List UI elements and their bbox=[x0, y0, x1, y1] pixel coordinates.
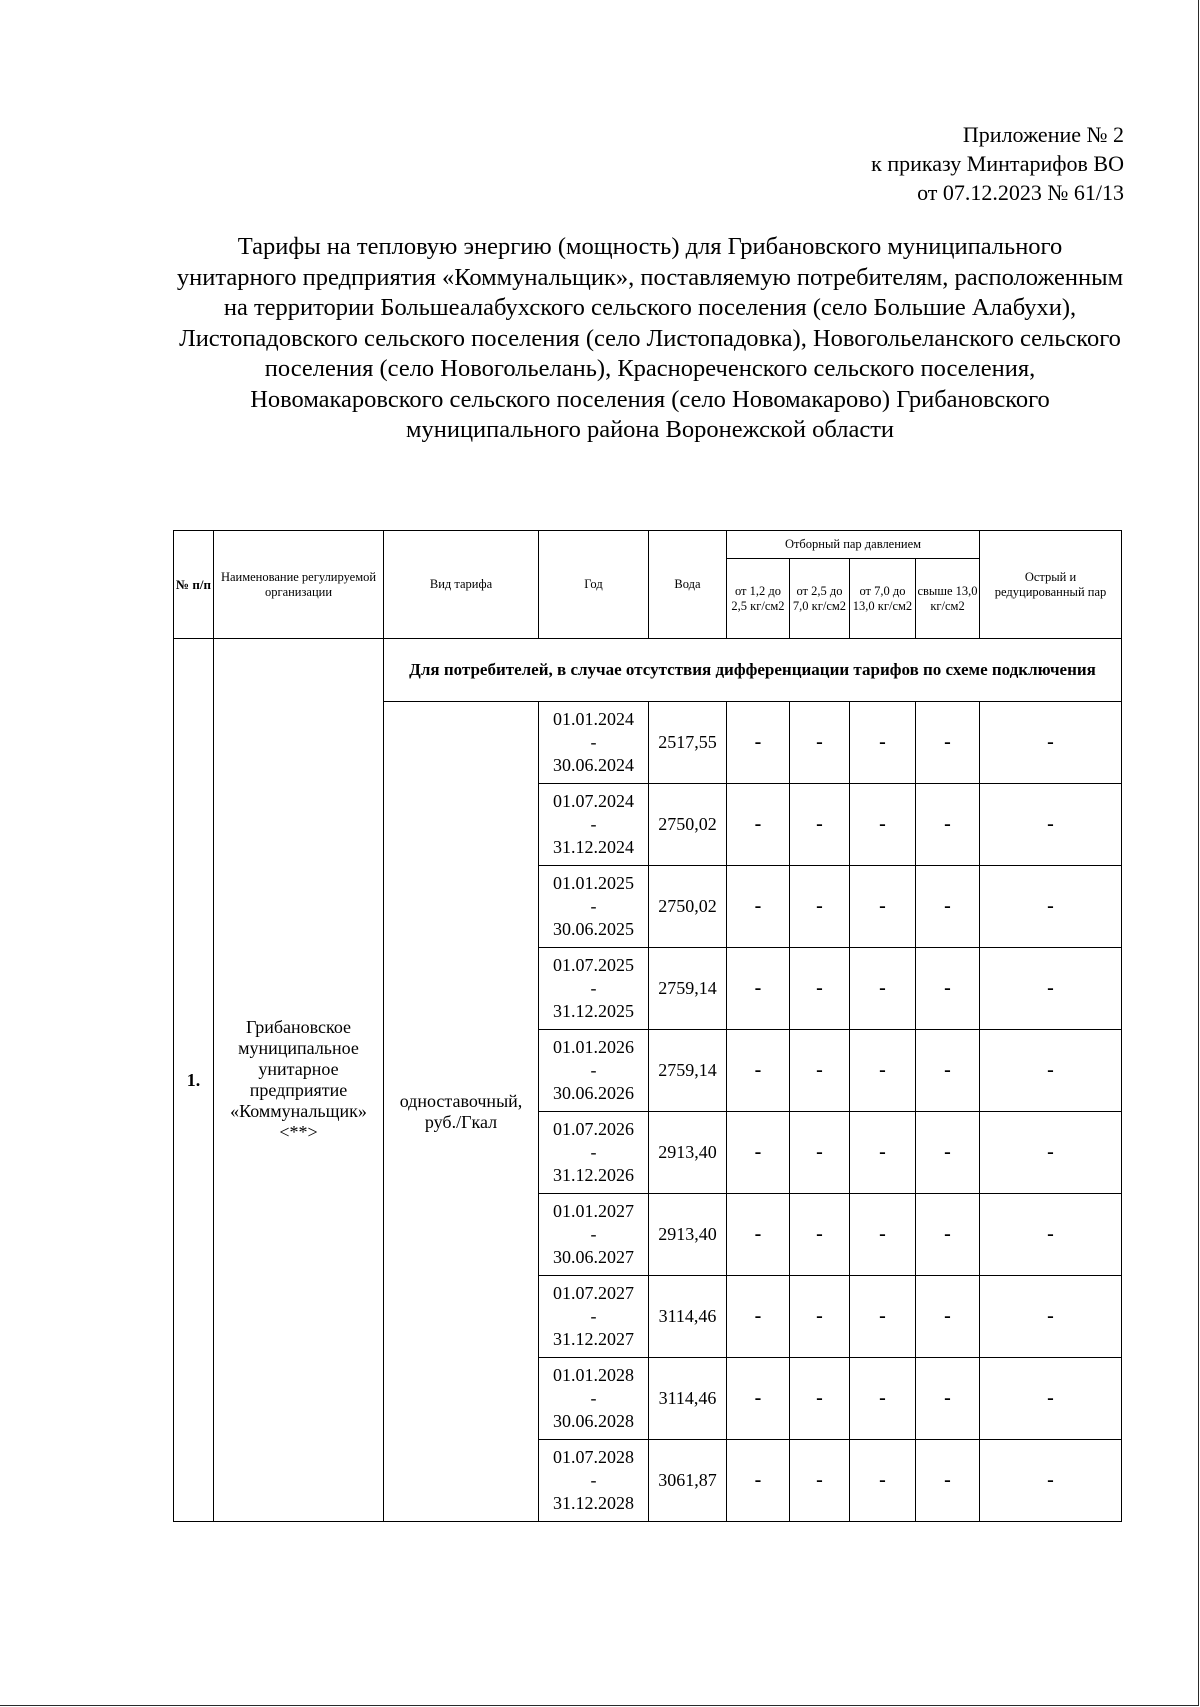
steam-tariff-3: - bbox=[850, 784, 916, 866]
sharp-steam-tariff: - bbox=[980, 1440, 1122, 1522]
appendix-date: от 07.12.2023 № 61/13 bbox=[917, 180, 1124, 205]
steam-tariff-3: - bbox=[850, 1440, 916, 1522]
period-to: 31.12.2024 bbox=[553, 837, 634, 857]
period-sep: - bbox=[590, 732, 597, 752]
period-from: 01.07.2024 bbox=[553, 791, 634, 811]
period-sep: - bbox=[590, 1142, 597, 1162]
steam-tariff-3: - bbox=[850, 866, 916, 948]
steam-tariff-1: - bbox=[727, 784, 790, 866]
header-steam-4: свыше 13,0 кг/см2 bbox=[916, 559, 980, 639]
header-sharp-steam: Острый и редуцированный пар bbox=[980, 531, 1122, 639]
steam-tariff-4: - bbox=[916, 784, 980, 866]
period-from: 01.07.2026 bbox=[553, 1119, 634, 1139]
period-from: 01.01.2027 bbox=[553, 1201, 634, 1221]
steam-tariff-3: - bbox=[850, 1358, 916, 1440]
period-cell bbox=[539, 948, 649, 1030]
period-to: 31.12.2025 bbox=[553, 1001, 634, 1021]
appendix-number: Приложение № 2 bbox=[962, 122, 1124, 147]
header-steam-2: от 2,5 до 7,0 кг/см2 bbox=[790, 559, 850, 639]
steam-tariff-3: - bbox=[850, 1276, 916, 1358]
water-tariff: 3114,46 bbox=[649, 1276, 727, 1358]
water-tariff: 2517,55 bbox=[649, 702, 727, 784]
steam-tariff-3: - bbox=[850, 1194, 916, 1276]
sharp-steam-tariff: - bbox=[980, 1194, 1122, 1276]
steam-tariff-4: - bbox=[916, 1194, 980, 1276]
period-to: 31.12.2026 bbox=[553, 1165, 634, 1185]
sharp-steam-tariff: - bbox=[980, 784, 1122, 866]
row-number: 1. bbox=[174, 639, 214, 1522]
water-tariff: 2913,40 bbox=[649, 1194, 727, 1276]
steam-tariff-4: - bbox=[916, 1030, 980, 1112]
period-cell bbox=[539, 1030, 649, 1112]
steam-tariff-1: - bbox=[727, 1112, 790, 1194]
period-to: 30.06.2025 bbox=[553, 919, 634, 939]
steam-tariff-1: - bbox=[727, 1276, 790, 1358]
period-cell bbox=[539, 702, 649, 784]
period-cell bbox=[539, 1440, 649, 1522]
period-cell bbox=[539, 866, 649, 948]
steam-tariff-1: - bbox=[727, 1030, 790, 1112]
steam-tariff-1: - bbox=[727, 948, 790, 1030]
water-tariff: 2750,02 bbox=[649, 866, 727, 948]
sharp-steam-tariff: - bbox=[980, 1276, 1122, 1358]
period-from: 01.07.2025 bbox=[553, 955, 634, 975]
water-tariff: 2913,40 bbox=[649, 1112, 727, 1194]
water-tariff: 3114,46 bbox=[649, 1358, 727, 1440]
period-from: 01.01.2025 bbox=[553, 873, 634, 893]
sharp-steam-tariff: - bbox=[980, 1358, 1122, 1440]
sharp-steam-tariff: - bbox=[980, 1112, 1122, 1194]
header-year: Год bbox=[539, 531, 649, 639]
header-steam-1: от 1,2 до 2,5 кг/см2 bbox=[727, 559, 790, 639]
steam-tariff-2: - bbox=[790, 948, 850, 1030]
header-water: Вода bbox=[649, 531, 727, 639]
sharp-steam-tariff: - bbox=[980, 702, 1122, 784]
sharp-steam-tariff: - bbox=[980, 866, 1122, 948]
steam-tariff-1: - bbox=[727, 1194, 790, 1276]
steam-tariff-2: - bbox=[790, 1276, 850, 1358]
water-tariff: 2759,14 bbox=[649, 948, 727, 1030]
steam-tariff-2: - bbox=[790, 1030, 850, 1112]
tariff-kind: одноставочный, руб./Гкал bbox=[384, 702, 539, 1522]
period-to: 30.06.2026 bbox=[553, 1083, 634, 1103]
water-tariff: 2759,14 bbox=[649, 1030, 727, 1112]
steam-tariff-3: - bbox=[850, 702, 916, 784]
header-num: № п/п bbox=[174, 531, 214, 639]
header-steam-group: Отборный пар давлением bbox=[727, 531, 980, 559]
steam-tariff-3: - bbox=[850, 1030, 916, 1112]
section-heading: Для потребителей, в случае отсутствия дифференциации тарифов по схеме подключения bbox=[384, 639, 1122, 702]
water-tariff: 2750,02 bbox=[649, 784, 727, 866]
steam-tariff-3: - bbox=[850, 948, 916, 1030]
organization-name: Грибановское муниципальное унитарное предприятие «Коммунальщик» <**> bbox=[214, 639, 384, 1522]
period-sep: - bbox=[590, 1060, 597, 1080]
steam-tariff-2: - bbox=[790, 1440, 850, 1522]
period-cell bbox=[539, 784, 649, 866]
appendix-block bbox=[871, 120, 1124, 207]
steam-tariff-4: - bbox=[916, 1440, 980, 1522]
period-sep: - bbox=[590, 814, 597, 834]
period-from: 01.01.2028 bbox=[553, 1365, 634, 1385]
document-title: Тарифы на тепловую энергию (мощность) для Грибановского муниципального унитарного предприятия «Коммунальщик», поставляемую потребителям, расположенным на территории Большеалабухского сельского поселения (село Большие Алабухи), Листопадовского сельского поселения (село Листопадовка), Новогольеланского сельского поселения (село Новогольелань), Краснореченского сельского поселения, Новомакаровского сельского поселения (село Новомакарово) Грибановского муниципального района Воронежской области bbox=[176, 233, 1124, 443]
steam-tariff-4: - bbox=[916, 948, 980, 1030]
period-cell bbox=[539, 1358, 649, 1440]
period-sep: - bbox=[590, 1388, 597, 1408]
period-to: 31.12.2027 bbox=[553, 1329, 634, 1349]
steam-tariff-4: - bbox=[916, 1276, 980, 1358]
steam-tariff-2: - bbox=[790, 1194, 850, 1276]
header-steam-3: от 7,0 до 13,0 кг/см2 bbox=[850, 559, 916, 639]
period-cell bbox=[539, 1194, 649, 1276]
period-from: 01.07.2028 bbox=[553, 1447, 634, 1467]
tariff-table bbox=[173, 530, 1122, 1522]
period-to: 30.06.2024 bbox=[553, 755, 634, 775]
header-kind: Вид тарифа bbox=[384, 531, 539, 639]
steam-tariff-2: - bbox=[790, 1358, 850, 1440]
steam-tariff-2: - bbox=[790, 1112, 850, 1194]
sharp-steam-tariff: - bbox=[980, 948, 1122, 1030]
period-from: 01.01.2026 bbox=[553, 1037, 634, 1057]
period-sep: - bbox=[590, 896, 597, 916]
period-to: 30.06.2028 bbox=[553, 1411, 634, 1431]
steam-tariff-1: - bbox=[727, 866, 790, 948]
steam-tariff-2: - bbox=[790, 866, 850, 948]
period-sep: - bbox=[590, 978, 597, 998]
period-from: 01.01.2024 bbox=[553, 709, 634, 729]
steam-tariff-4: - bbox=[916, 702, 980, 784]
steam-tariff-1: - bbox=[727, 1358, 790, 1440]
appendix-order: к приказу Минтарифов ВО bbox=[871, 151, 1124, 176]
period-to: 30.06.2027 bbox=[553, 1247, 634, 1267]
sharp-steam-tariff: - bbox=[980, 1030, 1122, 1112]
period-sep: - bbox=[590, 1306, 597, 1326]
period-sep: - bbox=[590, 1470, 597, 1490]
steam-tariff-4: - bbox=[916, 1358, 980, 1440]
steam-tariff-4: - bbox=[916, 1112, 980, 1194]
period-cell bbox=[539, 1276, 649, 1358]
steam-tariff-4: - bbox=[916, 866, 980, 948]
period-cell bbox=[539, 1112, 649, 1194]
steam-tariff-3: - bbox=[850, 1112, 916, 1194]
steam-tariff-1: - bbox=[727, 702, 790, 784]
water-tariff: 3061,87 bbox=[649, 1440, 727, 1522]
steam-tariff-2: - bbox=[790, 784, 850, 866]
period-from: 01.07.2027 bbox=[553, 1283, 634, 1303]
period-sep: - bbox=[590, 1224, 597, 1244]
period-to: 31.12.2028 bbox=[553, 1493, 634, 1513]
header-org: Наименование регулируемой организации bbox=[214, 531, 384, 639]
steam-tariff-2: - bbox=[790, 702, 850, 784]
steam-tariff-1: - bbox=[727, 1440, 790, 1522]
